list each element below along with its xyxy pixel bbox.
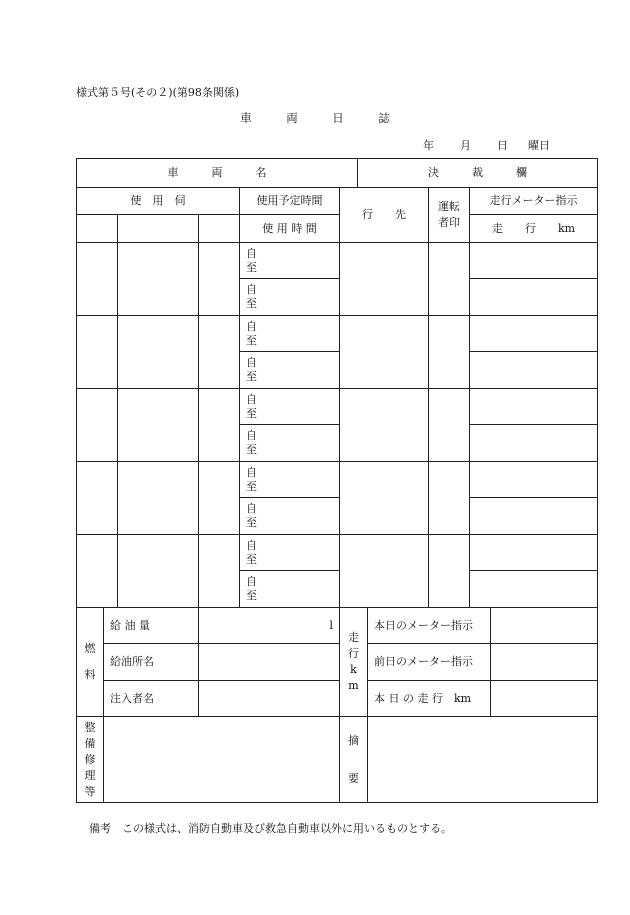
time-from-to: 自 至 [240,316,340,352]
inquiry-cell-2 [118,215,199,243]
meter-cell [470,498,598,535]
entry-cell [199,316,240,389]
seal-cell [429,462,470,535]
meter-cell [470,462,598,498]
date-day: 日 [497,139,508,152]
meter-cell [470,535,598,571]
time-from-to: 自 至 [240,535,340,571]
entry-cell [77,243,118,316]
entry-cell [118,243,199,316]
seal-cell [429,535,470,608]
filler-name-cell [199,681,340,717]
destination-header: 行 先 [340,188,429,243]
meter-cell [470,571,598,608]
entry-cell [77,535,118,608]
prev-meter-label: 前日のメーター指示 [368,644,491,681]
time-from-to: 自 至 [240,352,340,389]
time-from-to: 自 至 [240,571,340,608]
date-weekday: 曜日 [528,139,550,152]
page-title: 車 両 日 誌 [240,111,390,125]
form-number: 様式第５号(その２)(第98条関係) [76,86,240,99]
entry-cell [118,462,199,535]
seal-cell [429,389,470,462]
date-month: 月 [460,139,471,152]
entry-cell [118,316,199,389]
today-km-cell [491,681,598,717]
inquiry-cell-1 [77,215,118,243]
scheduled-time-header: 使用予定時間 [240,188,340,215]
date-line [423,137,550,153]
remarks-label: 摘要 [340,717,368,803]
footnote: 備考 この様式は、消防自動車及び救急自動車以外に用いるものとする。 [89,822,452,835]
entry-cell [199,535,240,608]
seal-cell [429,243,470,316]
maintenance-cell [104,717,340,803]
prev-meter-cell [491,644,598,681]
today-km-label: 本 日 の 走 行 km [368,681,491,717]
time-from-to: 自 至 [240,498,340,535]
fuel-station-cell [199,644,340,681]
meter-cell [470,279,598,316]
entry-cell [77,316,118,389]
entry-cell [77,389,118,462]
time-from-to: 自 至 [240,425,340,462]
destination-cell [340,243,429,316]
time-from-to: 自 至 [240,243,340,279]
vehicle-log-table [76,158,598,803]
destination-cell [340,389,429,462]
entry-cell [118,389,199,462]
entry-cell [118,535,199,608]
seal-cell [429,316,470,389]
entry-cell [199,462,240,535]
travel-km-header: 走 行 km [470,215,598,243]
entry-cell [77,462,118,535]
fuel-section-label: 燃料 [77,608,104,717]
approval-header: 決 裁 欄 [358,159,598,188]
meter-cell [470,243,598,279]
entry-cell [199,389,240,462]
driver-seal-header: 運転者印 [429,188,470,243]
fuel-amount-label: 給 油 量 [104,608,199,644]
meter-cell [470,352,598,389]
time-from-to: 自 至 [240,279,340,316]
vehicle-name-header: 車 両 名 [77,159,358,188]
destination-cell [340,316,429,389]
filler-name-label: 注入者名 [104,681,199,717]
entry-cell [199,243,240,316]
meter-instruction-header: 走行メーター指示 [470,188,598,215]
maintenance-label: 整備修理等 [77,717,104,803]
today-meter-cell [491,608,598,644]
meter-cell [470,425,598,462]
today-meter-label: 本日のメーター指示 [368,608,491,644]
meter-cell [470,316,598,352]
usage-inquiry-header: 使 用 伺 [77,188,240,215]
destination-cell [340,535,429,608]
fuel-amount-cell: l [199,608,340,644]
meter-cell [470,389,598,425]
date-year: 年 [423,139,434,152]
time-from-to: 自 至 [240,462,340,498]
time-from-to: 自 至 [240,389,340,425]
destination-cell [340,462,429,535]
travel-km-section-label: 走行km [340,608,368,717]
inquiry-cell-3 [199,215,240,243]
fuel-station-label: 給油所名 [104,644,199,681]
usage-time-header: 使 用 時 間 [240,215,340,243]
remarks-cell [368,717,598,803]
